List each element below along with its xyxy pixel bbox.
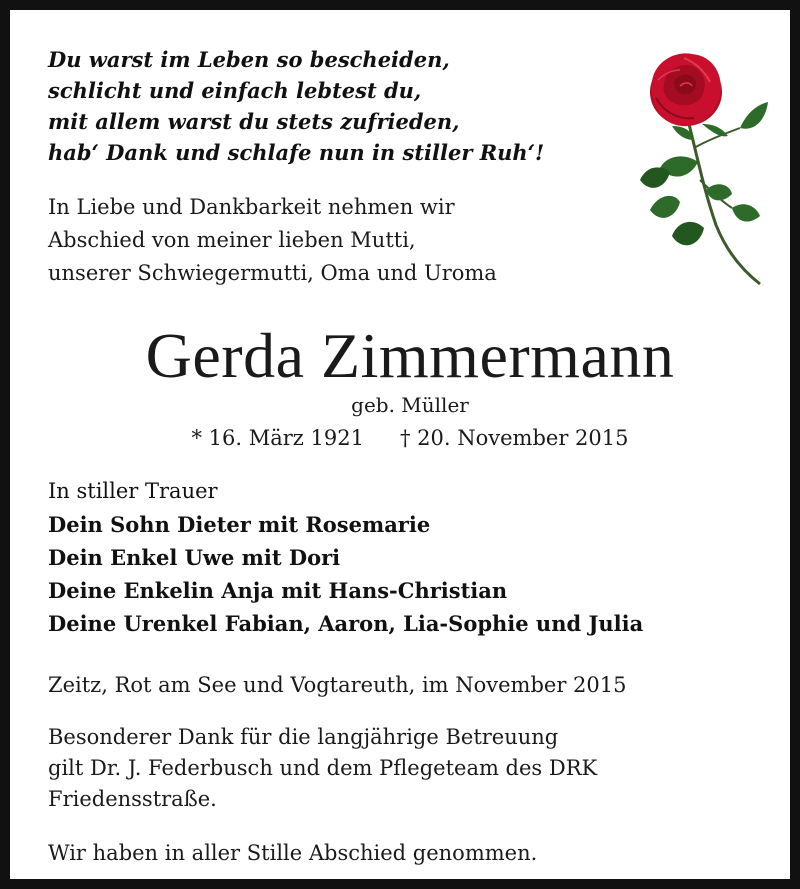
poem-line: hab‘ Dank und schlafe nun in stiller Ruh‘! — [48, 140, 545, 165]
poem-line: Du warst im Leben so bescheiden, — [48, 47, 450, 72]
red-rose-icon — [620, 40, 770, 290]
thanks-line: gilt Dr. J. Federbusch und dem Pflegeteam des DRK — [48, 756, 598, 780]
mourner-line: Deine Enkelin Anja mit Hans-Christian — [48, 578, 508, 603]
mourner-line: Dein Sohn Dieter mit Rosemarie — [48, 512, 431, 537]
poem — [48, 44, 608, 168]
mourners-heading: In stiller Trauer — [48, 479, 218, 503]
closing-line: Wir haben in aller Stille Abschied genommen. — [48, 841, 538, 865]
maiden-name: geb. Müller — [351, 393, 469, 417]
mourners-list — [48, 475, 768, 640]
closing-text — [48, 838, 768, 868]
deceased-name: Gerda Zimmermann — [145, 320, 675, 391]
poem-line: schlicht und einfach lebtest du, — [48, 78, 422, 103]
birth-date: * 16. März 1921 — [191, 426, 364, 450]
life-dates — [10, 423, 800, 453]
thanks-line: Besonderer Dank für die langjährige Betreuung — [48, 725, 559, 749]
intro-text — [48, 191, 608, 290]
intro-line: In Liebe und Dankbarkeit nehmen wir — [48, 195, 455, 219]
intro-line: Abschied von meiner lieben Mutti, — [48, 228, 416, 252]
thanks-text — [48, 722, 768, 815]
thanks-line: Friedensstraße. — [48, 787, 217, 811]
poem-line: mit allem warst du stets zufrieden, — [48, 109, 460, 134]
mourner-line: Deine Urenkel Fabian, Aaron, Lia-Sophie und Julia — [48, 611, 644, 636]
place-date: Zeitz, Rot am See und Vogtareuth, im November 2015 — [48, 673, 627, 697]
mourner-line: Dein Enkel Uwe mit Dori — [48, 545, 341, 570]
intro-line: unserer Schwiegermutti, Oma und Uroma — [48, 261, 497, 285]
death-date: † 20. November 2015 — [400, 426, 629, 450]
